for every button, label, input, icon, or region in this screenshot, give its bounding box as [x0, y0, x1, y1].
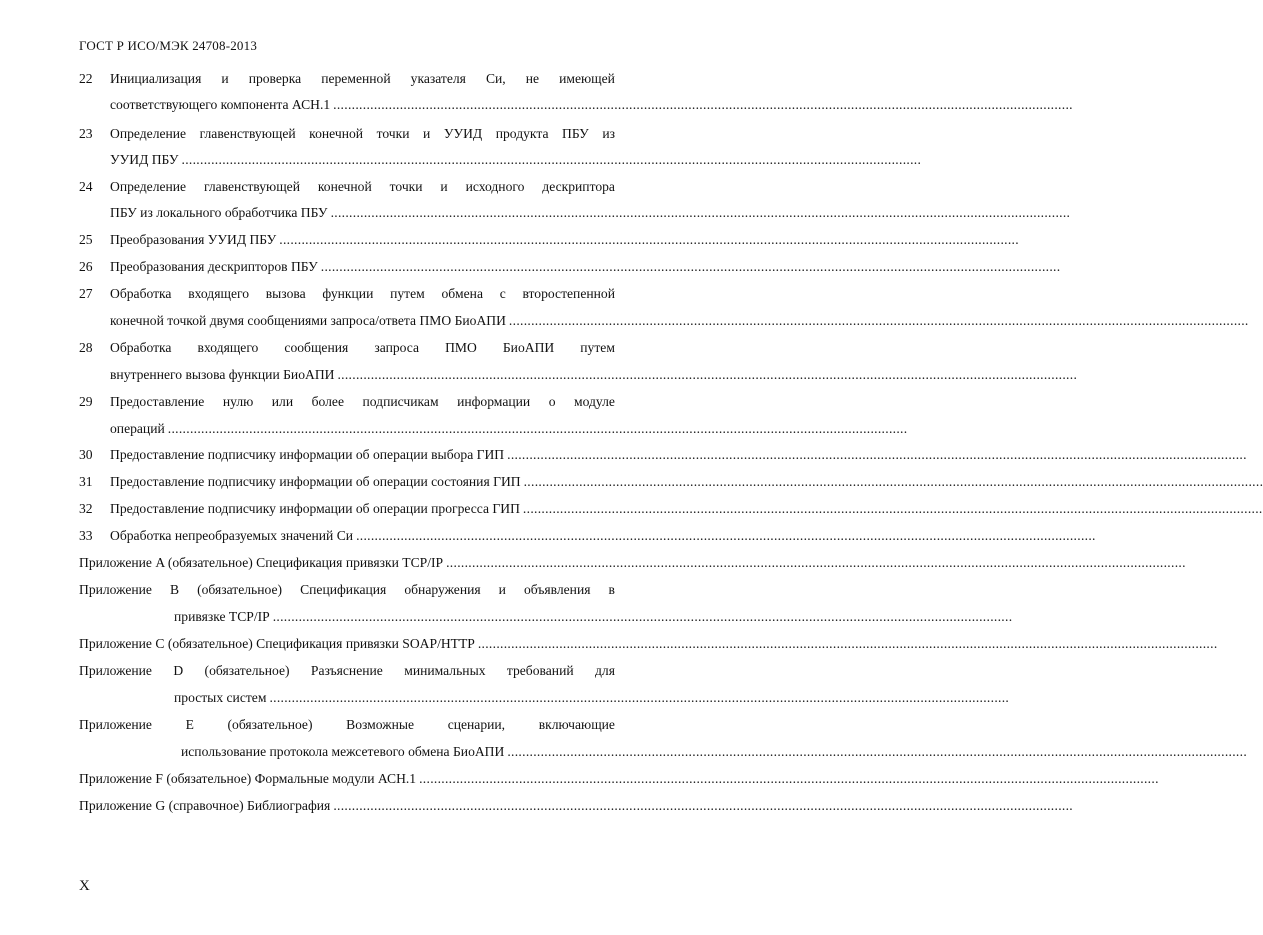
- word: (обязательное): [204, 663, 290, 678]
- leader-dots: ........................................................................................................................................................................................................: [333, 798, 1073, 813]
- toc-entry-text: конечной точкой двумя сообщениями запроса/ответа ПМО БиоАПИ: [110, 313, 506, 328]
- word: Спецификация: [300, 582, 387, 597]
- word: сценарии,: [447, 717, 506, 732]
- toc-entry-number: 32: [79, 501, 93, 516]
- word: подписчикам: [362, 394, 439, 409]
- toc-entry-text: [110, 283, 615, 305]
- word: более: [311, 394, 344, 409]
- leader-dots: ........................................................................................................................................................................................................: [337, 367, 1078, 382]
- word: точки: [376, 126, 410, 141]
- toc-entry-text-row: [110, 229, 1019, 251]
- word: Определение: [110, 126, 187, 141]
- toc-entry-25[interactable]: [79, 229, 1019, 251]
- toc-entry-text: Преобразования УУИД ПБУ: [110, 232, 277, 247]
- toc-appendix-b-line-2[interactable]: [174, 606, 1013, 628]
- toc-entry-33[interactable]: [79, 525, 1096, 547]
- word: проверка: [248, 71, 302, 86]
- word: в: [608, 582, 615, 597]
- page-header: ГОСТ Р ИСО/МЭК 24708-2013: [79, 38, 258, 53]
- toc-entry-24-line-2[interactable]: [110, 202, 1071, 224]
- leader-dots: ........................................................................................................................................................................................................: [272, 609, 1013, 624]
- toc-entry-text: Приложение A (обязательное) Спецификация привязки TCP/IP: [79, 555, 444, 570]
- word: продукта: [495, 126, 549, 141]
- word: D: [173, 663, 184, 678]
- toc-entry-23-line-2[interactable]: [110, 149, 922, 171]
- leader-dots: ........................................................................................................................................................................................................: [269, 690, 1010, 705]
- toc-entry-24-line-1: [79, 176, 615, 198]
- word: дескриптора: [542, 179, 615, 194]
- toc-entry-number: 33: [79, 528, 93, 543]
- word: и: [498, 582, 506, 597]
- toc-entry-32[interactable]: [79, 498, 1263, 520]
- leader-dots: ........................................................................................................................................................................................................: [507, 447, 1247, 462]
- toc-entry-text: простых систем: [174, 690, 267, 705]
- word: (обязательное): [197, 582, 283, 597]
- toc-entry-text: [110, 337, 615, 359]
- word: включающие: [538, 717, 615, 732]
- word: Приложение: [79, 717, 152, 732]
- toc-entry-text: ПБУ из локального обработчика ПБУ: [110, 205, 328, 220]
- word: о: [548, 394, 556, 409]
- toc-entry-31[interactable]: [79, 471, 1263, 493]
- toc-appendix-f[interactable]: [79, 768, 1159, 790]
- word: и: [440, 179, 448, 194]
- toc-entry-text: внутреннего вызова функции БиоАПИ: [110, 367, 335, 382]
- word: минимальных: [404, 663, 486, 678]
- word: сообщения: [284, 340, 349, 355]
- leader-dots: ........................................................................................................................................................................................................: [167, 421, 908, 436]
- word: объявления: [523, 582, 591, 597]
- word: с: [499, 286, 506, 301]
- toc-entry-30[interactable]: [79, 444, 1247, 466]
- word: или: [271, 394, 294, 409]
- toc-entry-text: Предоставление подписчику информации об операции состояния ГИП: [110, 474, 521, 489]
- word: из: [602, 126, 615, 141]
- word: путем: [580, 340, 615, 355]
- toc-entry-text-row: [110, 471, 1263, 493]
- toc-entry-28-line-2[interactable]: [110, 364, 1078, 386]
- leader-dots: ........................................................................................................................................................................................................: [330, 205, 1071, 220]
- word: Инициализация: [110, 71, 202, 86]
- word: и: [221, 71, 229, 86]
- leader-dots: ........................................................................................................................................................................................................: [446, 555, 1186, 570]
- leader-dots: ........................................................................................................................................................................................................: [356, 528, 1096, 543]
- toc-appendix-c[interactable]: [79, 633, 1218, 655]
- toc-entry-29-line-1: [79, 391, 615, 413]
- toc-entry-text: использование протокола межсетевого обмена БиоАПИ: [181, 744, 505, 759]
- toc-entry-text-row: [110, 444, 1247, 466]
- word: модуле: [573, 394, 615, 409]
- word: входящего: [197, 340, 259, 355]
- word: B: [169, 582, 180, 597]
- word: конечной: [309, 126, 364, 141]
- toc-entry-27-line-2[interactable]: [110, 310, 1249, 332]
- word: Обработка: [110, 286, 172, 301]
- toc-entry-number: 27: [79, 286, 93, 301]
- toc-entry-text: Преобразования дескрипторов ПБУ: [110, 259, 318, 274]
- toc-entry-text: [110, 68, 615, 90]
- word: ПБУ: [562, 126, 589, 141]
- toc-entry-23-line-1: [79, 123, 615, 145]
- leader-dots: ........................................................................................................................................................................................................: [522, 501, 1263, 516]
- word: (обязательное): [227, 717, 313, 732]
- toc-entry-text: [110, 391, 615, 413]
- word: вызова: [265, 286, 306, 301]
- word: исходного: [465, 179, 525, 194]
- toc-entry-text-row: [110, 525, 1096, 547]
- toc-entry-29-line-2[interactable]: [110, 418, 908, 440]
- word: главенствующей: [199, 126, 296, 141]
- word: нулю: [222, 394, 254, 409]
- toc-entry-number: 30: [79, 447, 93, 462]
- leader-dots: ........................................................................................................................................................................................................: [279, 232, 1019, 247]
- toc-appendix-e-line-2[interactable]: [181, 741, 1248, 763]
- word: информации: [457, 394, 531, 409]
- word: Разъяснение: [310, 663, 383, 678]
- word: Обработка: [110, 340, 172, 355]
- toc-entry-text: Обработка непреобразуемых значений Си: [110, 528, 354, 543]
- toc-entry-number: 29: [79, 394, 93, 409]
- leader-dots: ........................................................................................................................................................................................................: [320, 259, 1061, 274]
- word: Приложение: [79, 582, 152, 597]
- toc-entry-number: 22: [79, 71, 93, 86]
- toc-entry-text: Приложение G (справочное) Библиография: [79, 798, 331, 813]
- toc-entry-text: [110, 176, 615, 198]
- toc-appendix-g[interactable]: [79, 795, 1073, 817]
- leader-dots: ........................................................................................................................................................................................................: [333, 97, 1073, 112]
- toc-appendix-e-line-1: [79, 714, 615, 736]
- word: Приложение: [79, 663, 152, 678]
- page-number: X: [79, 878, 90, 894]
- word: E: [185, 717, 194, 732]
- toc-entry-text: Приложение F (обязательное) Формальные модули АСН.1: [79, 771, 417, 786]
- leader-dots: ........................................................................................................................................................................................................: [477, 636, 1218, 651]
- toc-entry-text-row: [110, 256, 1061, 278]
- toc-appendix-d-line-1: [79, 660, 615, 682]
- toc-entry-28-line-1: [79, 337, 615, 359]
- toc-entry-text: Приложение C (обязательное) Спецификация привязки SOAP/HTTP: [79, 636, 475, 651]
- toc-entry-text: операций: [110, 421, 165, 436]
- word: обмена: [441, 286, 483, 301]
- toc-entry-number: 31: [79, 474, 93, 489]
- word: требований: [506, 663, 574, 678]
- word: имеющей: [559, 71, 615, 86]
- leader-dots: ........................................................................................................................................................................................................: [181, 152, 922, 167]
- toc-entry-text: привязке TCP/IP: [174, 609, 270, 624]
- toc-appendix-d-line-2[interactable]: [174, 687, 1010, 709]
- word: Предоставление: [110, 394, 205, 409]
- word: точки: [389, 179, 423, 194]
- word: функции: [322, 286, 374, 301]
- word: второстепенной: [522, 286, 615, 301]
- toc-entry-number: 26: [79, 259, 93, 274]
- word: Си,: [485, 71, 506, 86]
- word: Определение: [110, 179, 187, 194]
- toc-entry-number: 24: [79, 179, 93, 194]
- word: конечной: [317, 179, 372, 194]
- leader-dots: ........................................................................................................................................................................................................: [419, 771, 1159, 786]
- toc-entry-text: соответствующего компонента АСН.1: [110, 97, 331, 112]
- toc-entry-text: УУИД ПБУ: [110, 152, 179, 167]
- word: запроса: [374, 340, 420, 355]
- toc-entry-text: [110, 123, 615, 145]
- word: путем: [390, 286, 425, 301]
- word: БиоАПИ: [502, 340, 555, 355]
- word: не: [525, 71, 540, 86]
- word: обнаружения: [404, 582, 481, 597]
- leader-dots: ........................................................................................................................................................................................................: [523, 474, 1263, 489]
- toc-entry-22-line-2[interactable]: [110, 94, 1073, 116]
- toc-entry-27-line-1: [79, 283, 615, 305]
- toc-entry-26[interactable]: [79, 256, 1061, 278]
- toc-entry-number: 28: [79, 340, 93, 355]
- word: переменной: [321, 71, 391, 86]
- toc-appendix-b-line-1: [79, 579, 615, 601]
- toc-entry-text: Предоставление подписчику информации об операции прогресса ГИП: [110, 501, 520, 516]
- toc-entry-text: Предоставление подписчику информации об операции выбора ГИП: [110, 447, 505, 462]
- word: Возможные: [346, 717, 415, 732]
- word: главенствующей: [203, 179, 300, 194]
- leader-dots: ........................................................................................................................................................................................................: [508, 313, 1249, 328]
- toc-entry-22-line-1: [79, 68, 615, 90]
- toc-entry-text-row: [110, 498, 1263, 520]
- word: и: [423, 126, 431, 141]
- word: входящего: [188, 286, 250, 301]
- word: ПМО: [445, 340, 477, 355]
- toc-entry-number: 25: [79, 232, 93, 247]
- word: для: [595, 663, 615, 678]
- word: указателя: [410, 71, 466, 86]
- toc-appendix-a[interactable]: [79, 552, 1186, 574]
- leader-dots: ........................................................................................................................................................................................................: [507, 744, 1248, 759]
- word: УУИД: [443, 126, 483, 141]
- toc-entry-number: 23: [79, 126, 93, 141]
